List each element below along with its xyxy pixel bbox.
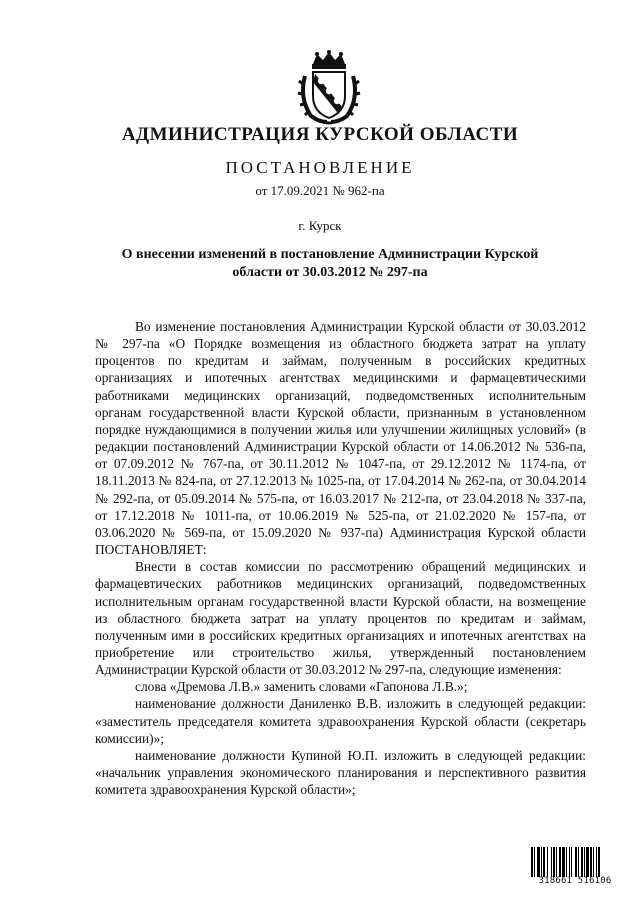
kursk-coat-of-arms-icon [297, 50, 361, 126]
body-paragraph: слова «Дремова Л.В.» заменить словами «Гапонова Л.В.»; [135, 679, 468, 695]
document-city: г. Курск [298, 218, 342, 233]
document-body [95, 318, 586, 798]
body-paragraph: Во изменение постановления Администрации Курской области от 30.03.2012 № 297-па «О Порядке возмещения из областного бюджета затрат на уплату процентов по кредитам и займам, полученным в российских кредитных организациях и ипотечных агентствах медицинскими и фармацевтическими работниками медицинских организаций, подведомственных исполнительным органам государственной власти Курской области, признанным в установленном порядке нуждающимися в получении жилья или улучшении жилищных условий» (в редакции постановлений Администрации Курской области от 14.06.2012 № 536-па, от 07.09.2012 № 767-па, от 30.11.2012 № 1047-па, от 29.12.2012 № 1174-па, от 18.11.2013 № 824-па, от 27.12.2013 № 1025-па, от 17.04.2014 № 262-па, от 30.04.2014 № 292-па, от 05.09.2014 № 575-па, от 16.03.2017 № 212-па, от 23.04.2018 № 337-па, от 17.12.2018 № 1011-па, от 10.06.2019 № 525-па, от 21.02.2020 № 157-па, от 03.06.2020 № 569-па, от 15.09.2020 № 937-па) Администрация Курской области ПОСТАНОВЛЯЕТ: [95, 319, 586, 558]
barcode-number: 318661 516106 [538, 876, 612, 886]
document-date-number: от 17.09.2021 № 962-па [255, 183, 385, 198]
body-paragraph: Внести в состав комиссии по рассмотрению обращений медицинских и фармацевтических работников медицинских организаций, подведомственных исполнительным органам государственной власти Курской области, на возмещение из областного бюджета затрат на уплату процентов по кредитам и займам, полученным ими в российских кредитных организациях и ипотечных агентствах на приобретение или строительство жилья, утвержденный постановлением Администрации Курской области от 30.03.2012 № 297-па, следующие изменения: [95, 559, 586, 678]
body-paragraph: наименование должности Даниленко В.В. изложить в следующей редакции: «заместитель председателя комитета здравоохранения Курской области (секретарь комиссии)»; [95, 696, 586, 746]
document-title-line: области от 30.03.2012 № 297-па [232, 265, 428, 280]
document-title [120, 246, 540, 282]
document-type: ПОСТАНОВЛЕНИЕ [225, 158, 415, 177]
organization-name: АДМИНИСТРАЦИЯ КУРСКОЙ ОБЛАСТИ [121, 124, 519, 145]
barcode-icon [531, 847, 619, 877]
body-paragraph: наименование должности Купиной Ю.П. изложить в следующей редакции: «начальник управления экономического планирования и перспективного развития комитета здравоохранения Курской области»; [95, 747, 586, 798]
document-title-line: О внесении изменений в постановление Администрации Курской [121, 247, 539, 262]
